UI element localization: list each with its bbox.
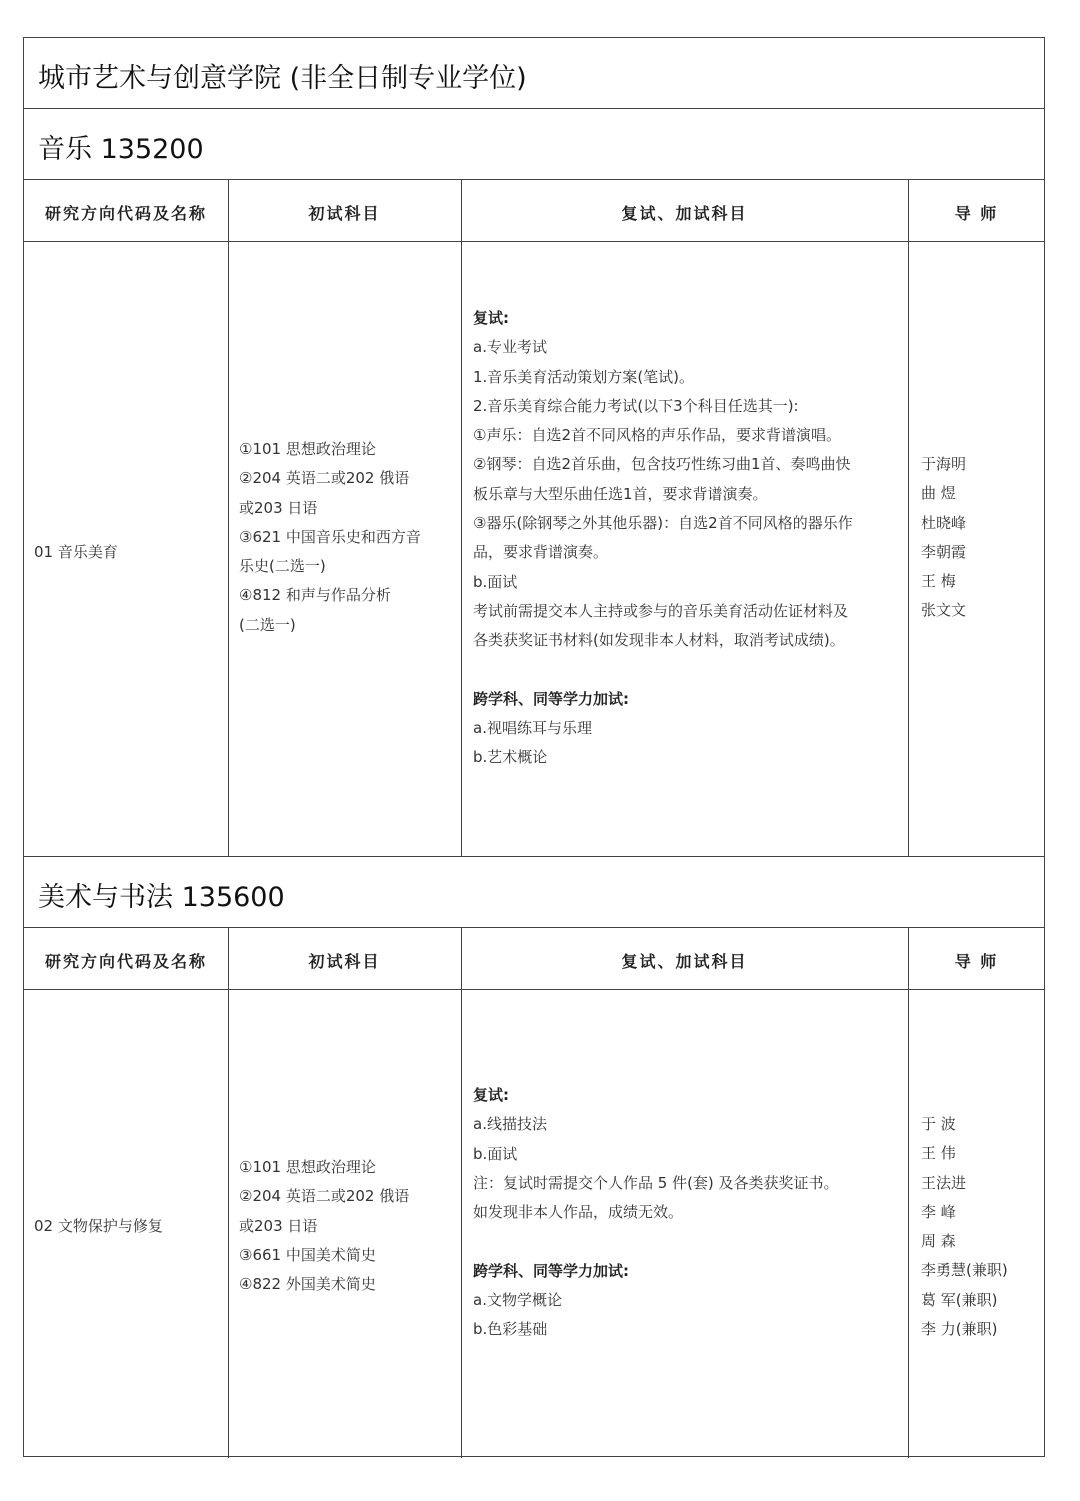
supervisor-name: 曲 煜 bbox=[921, 484, 956, 503]
initial-subject: ①101 思想政治理论 bbox=[239, 440, 376, 458]
row-divider bbox=[24, 179, 1044, 180]
retest-line: ②钢琴：自选2首乐曲，包含技巧性练习曲1首、奏鸣曲快 bbox=[473, 455, 851, 474]
supervisor-name: 张文文 bbox=[921, 601, 967, 620]
supervisor-name: 王 梅 bbox=[921, 572, 956, 591]
direction-cell: 01 音乐美育 bbox=[34, 543, 118, 561]
retest-line: ③器乐(除钢琴之外其他乐器)：自选2首不同风格的器乐作 bbox=[473, 514, 853, 533]
extra-line: a.视唱练耳与乐理 bbox=[473, 719, 592, 738]
initial-subjects bbox=[239, 1153, 409, 1299]
retest-line: b.面试 bbox=[473, 1144, 518, 1163]
supervisor-name: 杜晓峰 bbox=[921, 513, 967, 532]
header-direction: 研究方向代码及名称 bbox=[44, 952, 207, 971]
extra-heading: 跨学科、同等学力加试: bbox=[473, 1261, 629, 1280]
retest-subjects bbox=[473, 304, 853, 773]
initial-subject: (二选一) bbox=[239, 615, 296, 634]
column-divider bbox=[461, 179, 462, 856]
column-divider bbox=[228, 179, 229, 856]
column-divider bbox=[908, 927, 909, 1458]
supervisor-name: 李勇慧(兼职) bbox=[921, 1261, 1008, 1280]
header-retest: 复试、加试科目 bbox=[621, 952, 748, 971]
retest-line: 各类获奖证书材料(如发现非本人材料，取消考试成绩)。 bbox=[473, 631, 845, 650]
initial-subject: ③661 中国美术简史 bbox=[239, 1245, 376, 1264]
row-divider bbox=[24, 241, 1044, 242]
supervisor-name: 李朝霞 bbox=[921, 542, 967, 561]
supervisor-name: 于 波 bbox=[921, 1115, 956, 1133]
supervisor-list bbox=[921, 450, 966, 626]
program-title-fine-arts: 美术与书法 135600 bbox=[38, 882, 285, 913]
extra-line: b.艺术概论 bbox=[473, 748, 548, 767]
admissions-table bbox=[23, 37, 1045, 1457]
row-divider bbox=[24, 856, 1044, 857]
retest-subjects bbox=[473, 1081, 839, 1345]
initial-subject: 乐史(二选一) bbox=[239, 557, 326, 576]
header-initial: 初试科目 bbox=[308, 952, 381, 971]
row-divider bbox=[24, 927, 1044, 928]
header-supervisor: 导 师 bbox=[954, 204, 999, 223]
program-title-music: 音乐 135200 bbox=[38, 134, 204, 165]
row-divider bbox=[24, 108, 1044, 109]
retest-heading: 复试: bbox=[473, 1086, 509, 1104]
direction-cell: 02 文物保护与修复 bbox=[34, 1217, 163, 1235]
supervisor-name: 李 峰 bbox=[921, 1202, 956, 1221]
initial-subject: 或203 日语 bbox=[239, 1216, 318, 1235]
header-initial: 初试科目 bbox=[308, 204, 381, 223]
initial-subject: ③621 中国音乐史和西方音 bbox=[239, 527, 421, 546]
extra-line: b.色彩基础 bbox=[473, 1320, 548, 1339]
column-divider bbox=[461, 927, 462, 1458]
retest-line: ①声乐：自选2首不同风格的声乐作品，要求背谱演唱。 bbox=[473, 426, 841, 445]
initial-subject: ①101 思想政治理论 bbox=[239, 1158, 376, 1176]
supervisor-name: 周 森 bbox=[921, 1232, 956, 1251]
extra-line: a.文物学概论 bbox=[473, 1291, 562, 1310]
header-retest: 复试、加试科目 bbox=[621, 204, 748, 223]
retest-line: 考试前需提交本人主持或参与的音乐美育活动佐证材料及 bbox=[473, 601, 849, 620]
supervisor-name: 葛 军(兼职) bbox=[921, 1290, 998, 1309]
initial-subjects bbox=[239, 435, 421, 640]
supervisor-list bbox=[921, 1110, 1008, 1344]
retest-line: 如发现非本人作品，成绩无效。 bbox=[473, 1203, 684, 1222]
header-direction: 研究方向代码及名称 bbox=[44, 204, 207, 223]
retest-line: a.专业考试 bbox=[473, 338, 547, 357]
retest-line: a.线描技法 bbox=[473, 1115, 547, 1134]
retest-line: 品，要求背谱演奏。 bbox=[473, 543, 609, 562]
retest-line: 1.音乐美育活动策划方案(笔试)。 bbox=[473, 367, 695, 386]
supervisor-name: 王法进 bbox=[921, 1173, 967, 1192]
initial-subject: ④822 外国美术简史 bbox=[239, 1275, 376, 1294]
college-title: 城市艺术与创意学院 (非全日制专业学位) bbox=[38, 63, 527, 94]
row-divider bbox=[24, 989, 1044, 990]
initial-subject: ②204 英语二或202 俄语 bbox=[239, 1187, 410, 1206]
initial-subject: ②204 英语二或202 俄语 bbox=[239, 469, 410, 488]
retest-line: 注：复试时需提交个人作品 5 件(套) 及各类获奖证书。 bbox=[473, 1173, 839, 1192]
extra-heading: 跨学科、同等学力加试: bbox=[473, 689, 629, 708]
retest-line: 2.音乐美育综合能力考试(以下3个科目任选其一): bbox=[473, 396, 799, 415]
retest-line: 板乐章与大型乐曲任选1首，要求背谱演奏。 bbox=[473, 484, 768, 503]
initial-subject: 或203 日语 bbox=[239, 498, 318, 517]
supervisor-name: 李 力(兼职) bbox=[921, 1320, 998, 1339]
column-divider bbox=[908, 179, 909, 856]
supervisor-name: 于海明 bbox=[921, 455, 967, 473]
supervisor-name: 王 伟 bbox=[921, 1144, 956, 1163]
header-supervisor: 导 师 bbox=[954, 952, 999, 971]
retest-heading: 复试: bbox=[473, 309, 509, 327]
initial-subject: ④812 和声与作品分析 bbox=[239, 586, 391, 605]
retest-line: b.面试 bbox=[473, 572, 518, 591]
column-divider bbox=[228, 927, 229, 1458]
